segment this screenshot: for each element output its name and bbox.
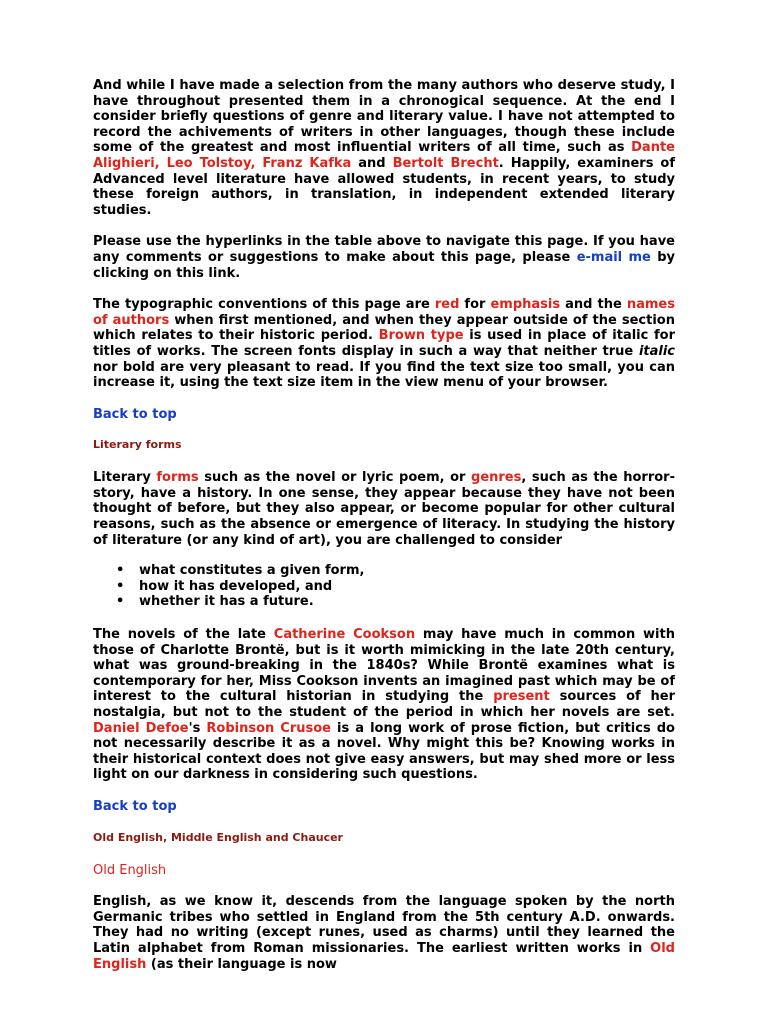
work-title-crusoe: Robinson Crusoe [206,720,331,736]
paragraph-cookson-defoe [93,627,675,783]
list-item-text: whether it has a future. [139,594,314,610]
list-item-text: how it has developed, and [139,578,333,594]
text: nor bold are very pleasant to read. If you find the text size too small, you can increase it, using the text size item in the view menu of your browser. [93,359,675,391]
term-forms: forms [156,470,199,486]
email-link[interactable]: e-mail me [576,249,651,265]
text: when first mentioned, and when they appear outside of the section which relates to their historic period. [93,312,675,344]
paragraph-typographic-conventions [93,297,675,391]
text: may have much in common with those of Charlotte Brontë, but is it worth mimicking in the late 20th century, what was ground-breaking in the 1840s? While Brontë examines what is contemporary for her, Miss Cookson invents an imagined past which may be of interest to the cultural historian in studying the [93,627,675,705]
text: and the [560,297,627,313]
text: by clicking on this link. [93,249,675,281]
bullet-list [93,563,675,610]
bullet-icon: • [116,594,125,610]
term-names-of-authors: names of authors [93,297,675,328]
text: . Happily, examiners of Advanced level literature have allowed students, in recent years, to study these foreign authors, in translation, in independent extended literary studies. [93,155,675,218]
author-name-brecht: Bertolt Brecht [392,155,499,171]
section-heading-literary-forms: Literary forms [93,438,182,452]
term-italic: italic [638,343,675,359]
text: Literary [93,470,157,486]
subheading-old-english: Old English [93,862,167,878]
back-to-top-link[interactable]: Back to top [93,406,177,422]
paragraph-literary-forms [93,470,675,548]
text: is used in place of italic for titles of works. The screen fonts display in such a way that neither true [93,328,675,359]
paragraph-navigation-help [93,234,675,281]
text: , such as the horror-story, have a history. In one sense, they appear because they have not been thought of before, but they also appear, or become popular for other cultural reasons, such as the absence or emergence of literacy. In studying the history of literature (or any kind of art), you are challenged to consider [93,470,675,548]
text: English, as we know it, descends from the language spoken by the north Germanic tribes who settled in England from the 5th century A.D. onwards. They had no writing (except runes, used as charms) until they learned the Latin alphabet from Roman missionaries. The earliest written works in [93,894,675,956]
text: is a long work of prose fiction, but critics do not necessarily describe it as a novel. Why might this be? Knowing works in their historical context does not give easy answers, but may shed more or less light on our darkness in considering such questions. [93,720,675,783]
back-to-top-link[interactable]: Back to top [93,798,177,814]
author-names-foreign: Dante Alighieri, Leo Tolstoy, Franz Kafka [93,140,675,171]
list-item [93,579,675,595]
text: such as the novel or lyric poem, or [198,470,472,486]
text: 's [188,720,207,736]
text: And while I have made a selection from the many authors who deserve study, I have throughout presented them in a chronogical sequence. At the end I consider briefly questions of genre and literary value. I have not attempted to record the achivements of writers in other languages, though these include some of the greatest and most influential writers of all time, such as [93,78,675,156]
list-item-text: what constitutes a given form, [139,563,365,579]
text: for [459,297,491,313]
author-name-defoe: Daniel Defoe [93,720,189,736]
list-item [93,594,675,610]
list-item [93,563,675,579]
text: (as their language is now [146,956,337,972]
term-emphasis: emphasis [490,297,561,313]
text: The typographic conventions of this page are [93,297,435,313]
section-heading-old-english: Old English, Middle English and Chaucer [93,830,343,844]
term-genres: genres [471,470,522,486]
paragraph-old-english [93,894,675,972]
term-present: present [493,689,550,705]
text: The novels of the late [93,627,274,643]
bullet-icon: • [116,563,125,579]
document-body [93,78,675,988]
bullet-icon: • [116,578,125,594]
term-red: red [434,297,460,313]
text: and [351,155,393,171]
text: sources of her nostalgia, but not to the student of the period in which her novels are set. [93,689,675,720]
author-name-cookson: Catherine Cookson [273,627,416,643]
term-brown-type: Brown type [378,328,464,344]
paragraph-author-selection [93,78,675,218]
term-old-english: Old English [93,940,675,972]
text: Please use the hyperlinks in the table above to navigate this page. If you have any comments or suggestions to make about this page, please [93,234,675,265]
